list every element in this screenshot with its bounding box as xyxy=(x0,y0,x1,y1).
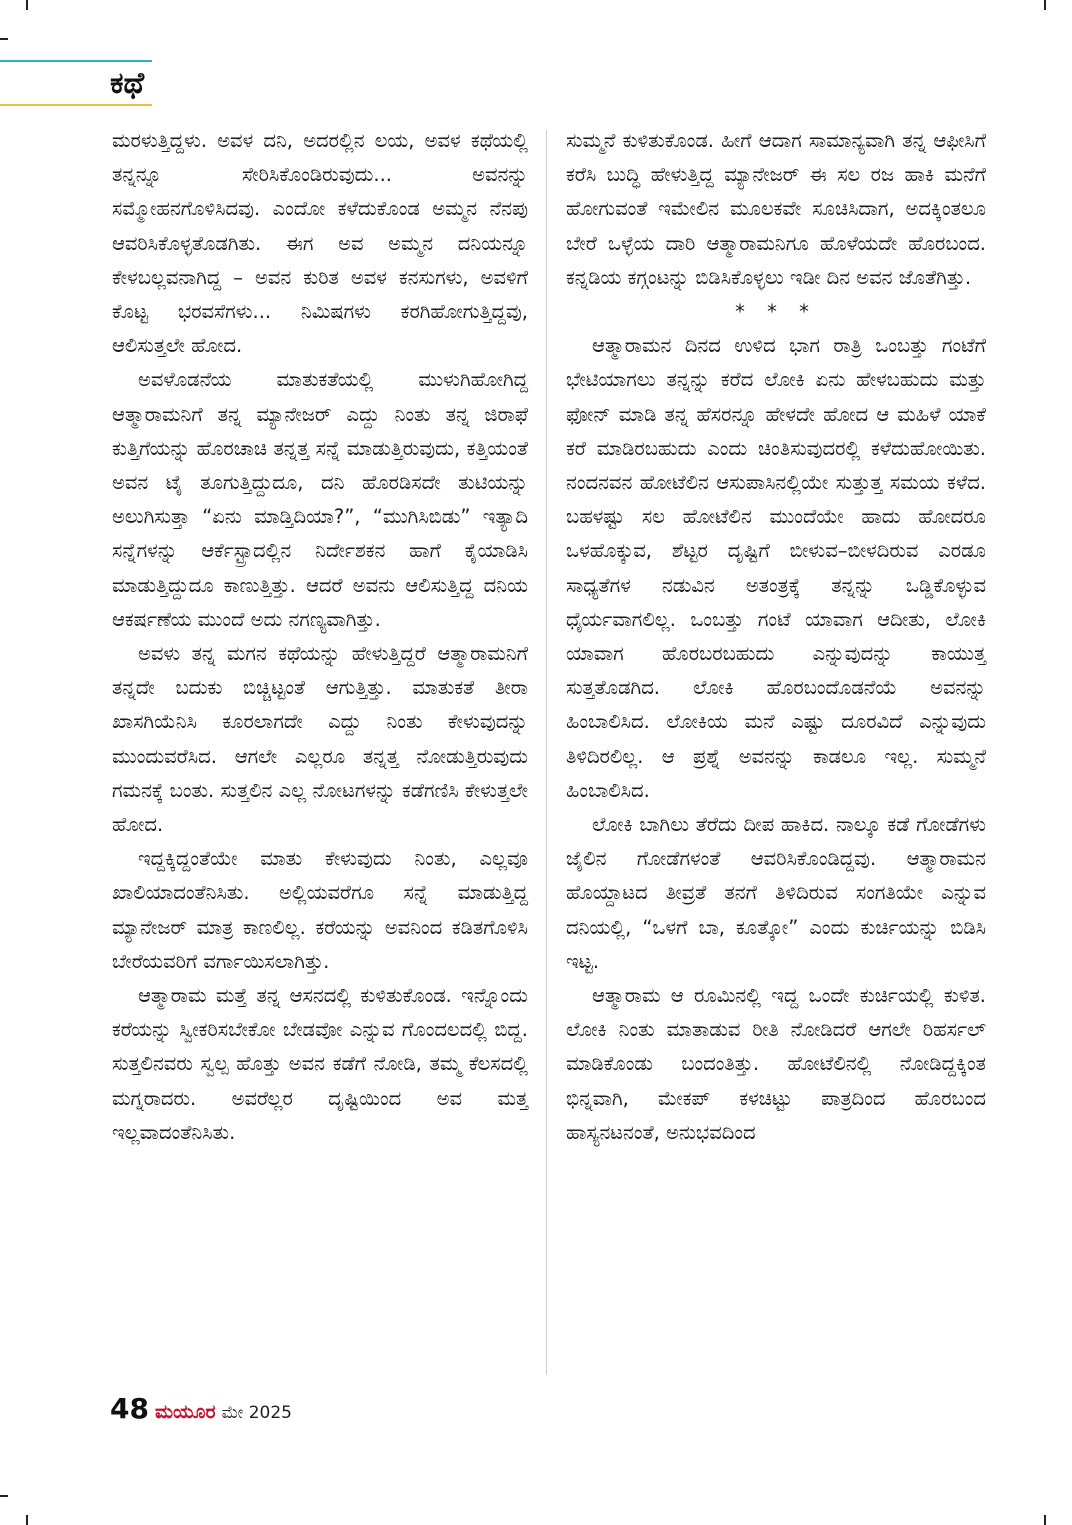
column-divider xyxy=(546,130,547,1375)
paragraph: ಸುಮ್ಮನೆ ಕುಳಿತುಕೊಂಡ. ಹೀಗೆ ಆದಾಗ ಸಾಮಾನ್ಯವಾಗಿ ತನ್ನ ಆಫೀಸಿಗೆ ಕರೆಸಿ ಬುದ್ಧಿ ಹೇಳುತ್ತಿದ್ದ ಮ್ಯಾನೇಜರ್ ಈ ಸಲ ರಜ ಹಾಕಿ ಮನೆಗೆ ಹೋಗುವಂತೆ ಇಮೇಲಿನ ಮೂಲಕವೇ ಸೂಚಿಸಿದಾಗ, ಅದಕ್ಕಿಂತಲೂ ಬೇರೆ ಒಳ್ಳೆಯ ದಾರಿ ಆತ್ಮಾರಾಮನಿಗೂ ಹೊಳೆಯದೇ ಹೊರಬಂದ. ಕನ್ನಡಿಯ ಕಗ್ಗಂಟನ್ನು ಬಿಡಿಸಿಕೊಳ್ಳಲು ಇಡೀ ದಿನ ಅವನ ಜೊತೆಗಿತ್ತು. xyxy=(566,129,986,289)
right-column xyxy=(566,124,986,1150)
crop-mark xyxy=(0,38,8,40)
paragraph: ಆತ್ಮಾರಾಮ ಮತ್ತೆ ತನ್ನ ಆಸನದಲ್ಲಿ ಕುಳಿತುಕೊಂಡ. ಇನ್ನೊಂದು ಕರೆಯನ್ನು ಸ್ವೀಕರಿಸಬೇಕೋ ಬೇಡವೋ ಎನ್ನುವ ಗೊಂದಲದಲ್ಲಿ ಬಿದ್ದ. ಸುತ್ತಲಿನವರು ಸ್ವಲ್ಪ ಹೊತ್ತು ಅವನ ಕಡೆಗೆ ನೋಡಿ, ತಮ್ಮ ಕೆಲಸದಲ್ಲಿ ಮಗ್ನರಾದರು. ಅವರೆಲ್ಲರ ದೃಷ್ಟಿಯಿಂದ ಅವ ಮತ್ತ ಇಲ್ಲವಾದಂತೆನಿಸಿತು. xyxy=(112,984,528,1144)
paragraph: ಆತ್ಮಾರಾಮ ಆ ರೂಮಿನಲ್ಲಿ ಇದ್ದ ಒಂದೇ ಕುರ್ಚಿಯಲ್ಲಿ ಕುಳಿತ. ಲೋಕಿ ನಿಂತು ಮಾತಾಡುವ ರೀತಿ ನೋಡಿದರೆ ಆಗಲೇ ರಿಹರ್ಸಲ್ ಮಾಡಿಕೊಂಡು ಬಂದಂತಿತ್ತು. ಹೋಟೆಲಿನಲ್ಲಿ ನೋಡಿದ್ದಕ್ಕಿಂತ ಭಿನ್ನವಾಗಿ, ಮೇಕಪ್ ಕಳಚಿಟ್ಟು ಪಾತ್ರದಿಂದ ಹೊರಬಂದ ಹಾಸ್ಯನಟನಂತೆ, ಅನುಭವದಿಂದ xyxy=(566,984,986,1144)
magazine-logo: ಮಯೂರ xyxy=(154,1401,216,1423)
paragraph: ಆತ್ಮಾರಾಮನ ದಿನದ ಉಳಿದ ಭಾಗ ರಾತ್ರಿ ಒಂಬತ್ತು ಗಂಟೆಗೆ ಭೇಟಿಯಾಗಲು ತನ್ನನ್ನು ಕರೆದ ಲೋಕಿ ಏನು ಹೇಳಬಹುದು ಮತ್ತು ಫೋನ್ ಮಾಡಿ ತನ್ನ ಹೆಸರನ್ನೂ ಹೇಳದೇ ಹೋದ ಆ ಮಹಿಳೆ ಯಾಕೆ ಕರೆ ಮಾಡಿರಬಹುದು ಎಂದು ಚಿಂತಿಸುವುದರಲ್ಲಿ ಕಳೆದುಹೋಯಿತು. ನಂದನವನ ಹೋಟೆಲಿನ ಆಸುಪಾಸಿನಲ್ಲಿಯೇ ಸುತ್ತುತ್ತ ಸಮಯ ಕಳೆದ. ಬಹಳಷ್ಟು ಸಲ ಹೋಟೆಲಿನ ಮುಂದೆಯೇ ಹಾದು ಹೋದರೂ ಒಳಹೊಕ್ಕುವ, ಶೆಟ್ಟರ ದೃಷ್ಟಿಗೆ ಬೀಳುವ–ಬೀಳದಿರುವ ಎರಡೂ ಸಾಧ್ಯತೆಗಳ ನಡುವಿನ ಅತಂತ್ರಕ್ಕೆ ತನ್ನನ್ನು ಒಡ್ಡಿಕೊಳ್ಳುವ ಧೈರ್ಯವಾಗಲಿಲ್ಲ. ಒಂಬತ್ತು ಗಂಟೆ ಯಾವಾಗ ಆದೀತು, ಲೋಕಿ ಯಾವಾಗ ಹೊರಬರಬಹುದು ಎನ್ನುವುದನ್ನು ಕಾಯುತ್ತ ಸುತ್ತತೊಡಗಿದ. ಲೋಕಿ ಹೊರಬಂದೊಡನೆಯೆ ಅವನನ್ನು ಹಿಂಬಾಲಿಸಿದ. ಲೋಕಿಯ ಮನೆ ಎಷ್ಟು ದೂರವಿದೆ ಎನ್ನುವುದು ತಿಳಿದಿರಲಿಲ್ಲ. ಆ ಪ್ರಶ್ನೆ ಅವನನ್ನು ಕಾಡಲೂ ಇಲ್ಲ. ಸುಮ್ಮನೆ ಹಿಂಬಾಲಿಸಿದ. xyxy=(566,334,986,802)
paragraph: ಅವಳೊಡನೆಯ ಮಾತುಕತೆಯಲ್ಲಿ ಮುಳುಗಿಹೋಗಿದ್ದ ಆತ್ಮಾರಾಮನಿಗೆ ತನ್ನ ಮ್ಯಾನೇಜರ್ ಎದ್ದು ನಿಂತು ತನ್ನ ಜಿರಾಫೆ ಕುತ್ತಿಗೆಯನ್ನು ಹೊರಚಾಚಿ ತನ್ನತ್ತ ಸನ್ನೆ ಮಾಡುತ್ತಿರುವುದು, ಕತ್ತಿಯಂತೆ ಅವನ ಟೈ ತೂಗುತ್ತಿದ್ದುದೂ, ದನಿ ಹೊರಡಿಸದೇ ತುಟಿಯನ್ನು ಅಲುಗಿಸುತ್ತಾ “ಏನು ಮಾಡ್ತಿದಿಯಾ?”, “ಮುಗಿಸಿಬಿಡು” ಇತ್ಯಾದಿ ಸನ್ನೆಗಳನ್ನು ಆರ್ಕೆಸ್ಟ್ರಾದಲ್ಲಿನ ನಿರ್ದೇಶಕನ ಹಾಗೆ ಕೈಯಾಡಿಸಿ ಮಾಡುತ್ತಿದ್ದುದೂ ಕಾಣುತ್ತಿತ್ತು. ಆದರೆ ಅವನು ಆಲಿಸುತ್ತಿದ್ದ ದನಿಯ ಆಕರ್ಷಣೆಯ ಮುಂದೆ ಅದು ನಗಣ್ಯವಾಗಿತ್ತು. xyxy=(112,368,528,631)
page-footer xyxy=(110,1392,292,1425)
crop-mark xyxy=(0,1495,8,1497)
header-rule-top xyxy=(0,60,152,62)
paragraph: ಅವಳು ತನ್ನ ಮಗನ ಕಥೆಯನ್ನು ಹೇಳುತ್ತಿದ್ದರೆ ಆತ್ಮಾರಾಮನಿಗೆ ತನ್ನದೇ ಬದುಕು ಬಿಚ್ಚಿಟ್ಟಂತೆ ಆಗುತ್ತಿತ್ತು. ಮಾತುಕತೆ ತೀರಾ ಖಾಸಗಿಯೆನಿಸಿ ಕೂರಲಾಗದೇ ಎದ್ದು ನಿಂತು ಕೇಳುವುದನ್ನು ಮುಂದುವರೆಸಿದ. ಆಗಲೇ ಎಲ್ಲರೂ ತನ್ನತ್ತ ನೋಡುತ್ತಿರುವುದು ಗಮನಕ್ಕೆ ಬಂತು. ಸುತ್ತಲಿನ ಎಲ್ಲ ನೋಟಗಳನ್ನು ಕಡೆಗಣಿಸಿ ಕೇಳುತ್ತಲೇ ಹೋದ. xyxy=(112,642,528,837)
page-number: 48 xyxy=(110,1392,149,1425)
left-column xyxy=(112,124,528,1150)
section-break: * * * xyxy=(735,300,817,324)
section-title: ಕಥೆ xyxy=(110,66,145,101)
paragraph: ಇದ್ದಕ್ಕಿದ್ದಂತೆಯೇ ಮಾತು ಕೇಳುವುದು ನಿಂತು, ಎಲ್ಲವೂ ಖಾಲಿಯಾದಂತೆನಿಸಿತು. ಅಲ್ಲಿಯವರೆಗೂ ಸನ್ನೆ ಮಾಡುತ್ತಿದ್ದ ಮ್ಯಾನೇಜರ್ ಮಾತ್ರ ಕಾಣಲಿಲ್ಲ. ಕರೆಯನ್ನು ಅವನಿಂದ ಕಡಿತಗೊಳಿಸಿ ಬೇರೆಯವರಿಗೆ ವರ್ಗಾಯಿಸಲಾಗಿತ್ತು. xyxy=(112,847,528,973)
header-rule-bottom xyxy=(0,104,152,106)
crop-mark xyxy=(1044,0,1046,10)
paragraph: ಲೋಕಿ ಬಾಗಿಲು ತೆರೆದು ದೀಪ ಹಾಕಿದ. ನಾಲ್ಕೂ ಕಡೆ ಗೋಡೆಗಳು ಜೈಲಿನ ಗೋಡೆಗಳಂತೆ ಆವರಿಸಿಕೊಂಡಿದ್ದವು. ಆತ್ಮಾರಾಮನ ಹೊಯ್ದಾಟದ ತೀವ್ರತೆ ತನಗೆ ತಿಳಿದಿರುವ ಸಂಗತಿಯೇ ಎನ್ನುವ ದನಿಯಲ್ಲಿ, “ಒಳಗೆ ಬಾ, ಕೂತ್ಕೋ” ಎಂದು ಕುರ್ಚಿಯನ್ನು ಬಿಡಿಸಿ ಇಟ್ಟ. xyxy=(566,813,986,973)
crop-mark xyxy=(26,1515,28,1525)
crop-mark xyxy=(1044,1515,1046,1525)
issue-date: ಮೇ 2025 xyxy=(221,1403,292,1423)
crop-mark xyxy=(26,0,28,10)
paragraph: ಮರಳುತ್ತಿದ್ದಳು. ಅವಳ ದನಿ, ಅದರಲ್ಲಿನ ಲಯ, ಅವಳ ಕಥೆಯಲ್ಲಿ ತನ್ನನ್ನೂ ಸೇರಿಸಿಕೊಂಡಿರುವುದು... ಅವನನ್ನು ಸಮ್ಮೋಹನಗೊಳಿಸಿದವು. ಎಂದೋ ಕಳೆದುಕೊಂಡ ಅಮ್ಮನ ನೆನಪು ಆವರಿಸಿಕೊಳ್ಳತೊಡಗಿತು. ಈಗ ಅವ ಅಮ್ಮನ ದನಿಯನ್ನೂ ಕೇಳಬಲ್ಲವನಾಗಿದ್ದ – ಅವನ ಕುರಿತ ಅವಳ ಕನಸುಗಳು, ಅವಳಿಗೆ ಕೊಟ್ಟ ಭರವಸೆಗಳು... ನಿಮಿಷಗಳು ಕರಗಿಹೋಗುತ್ತಿದ್ದವು, ಆಲಿಸುತ್ತಲೇ ಹೋದ. xyxy=(112,129,528,358)
